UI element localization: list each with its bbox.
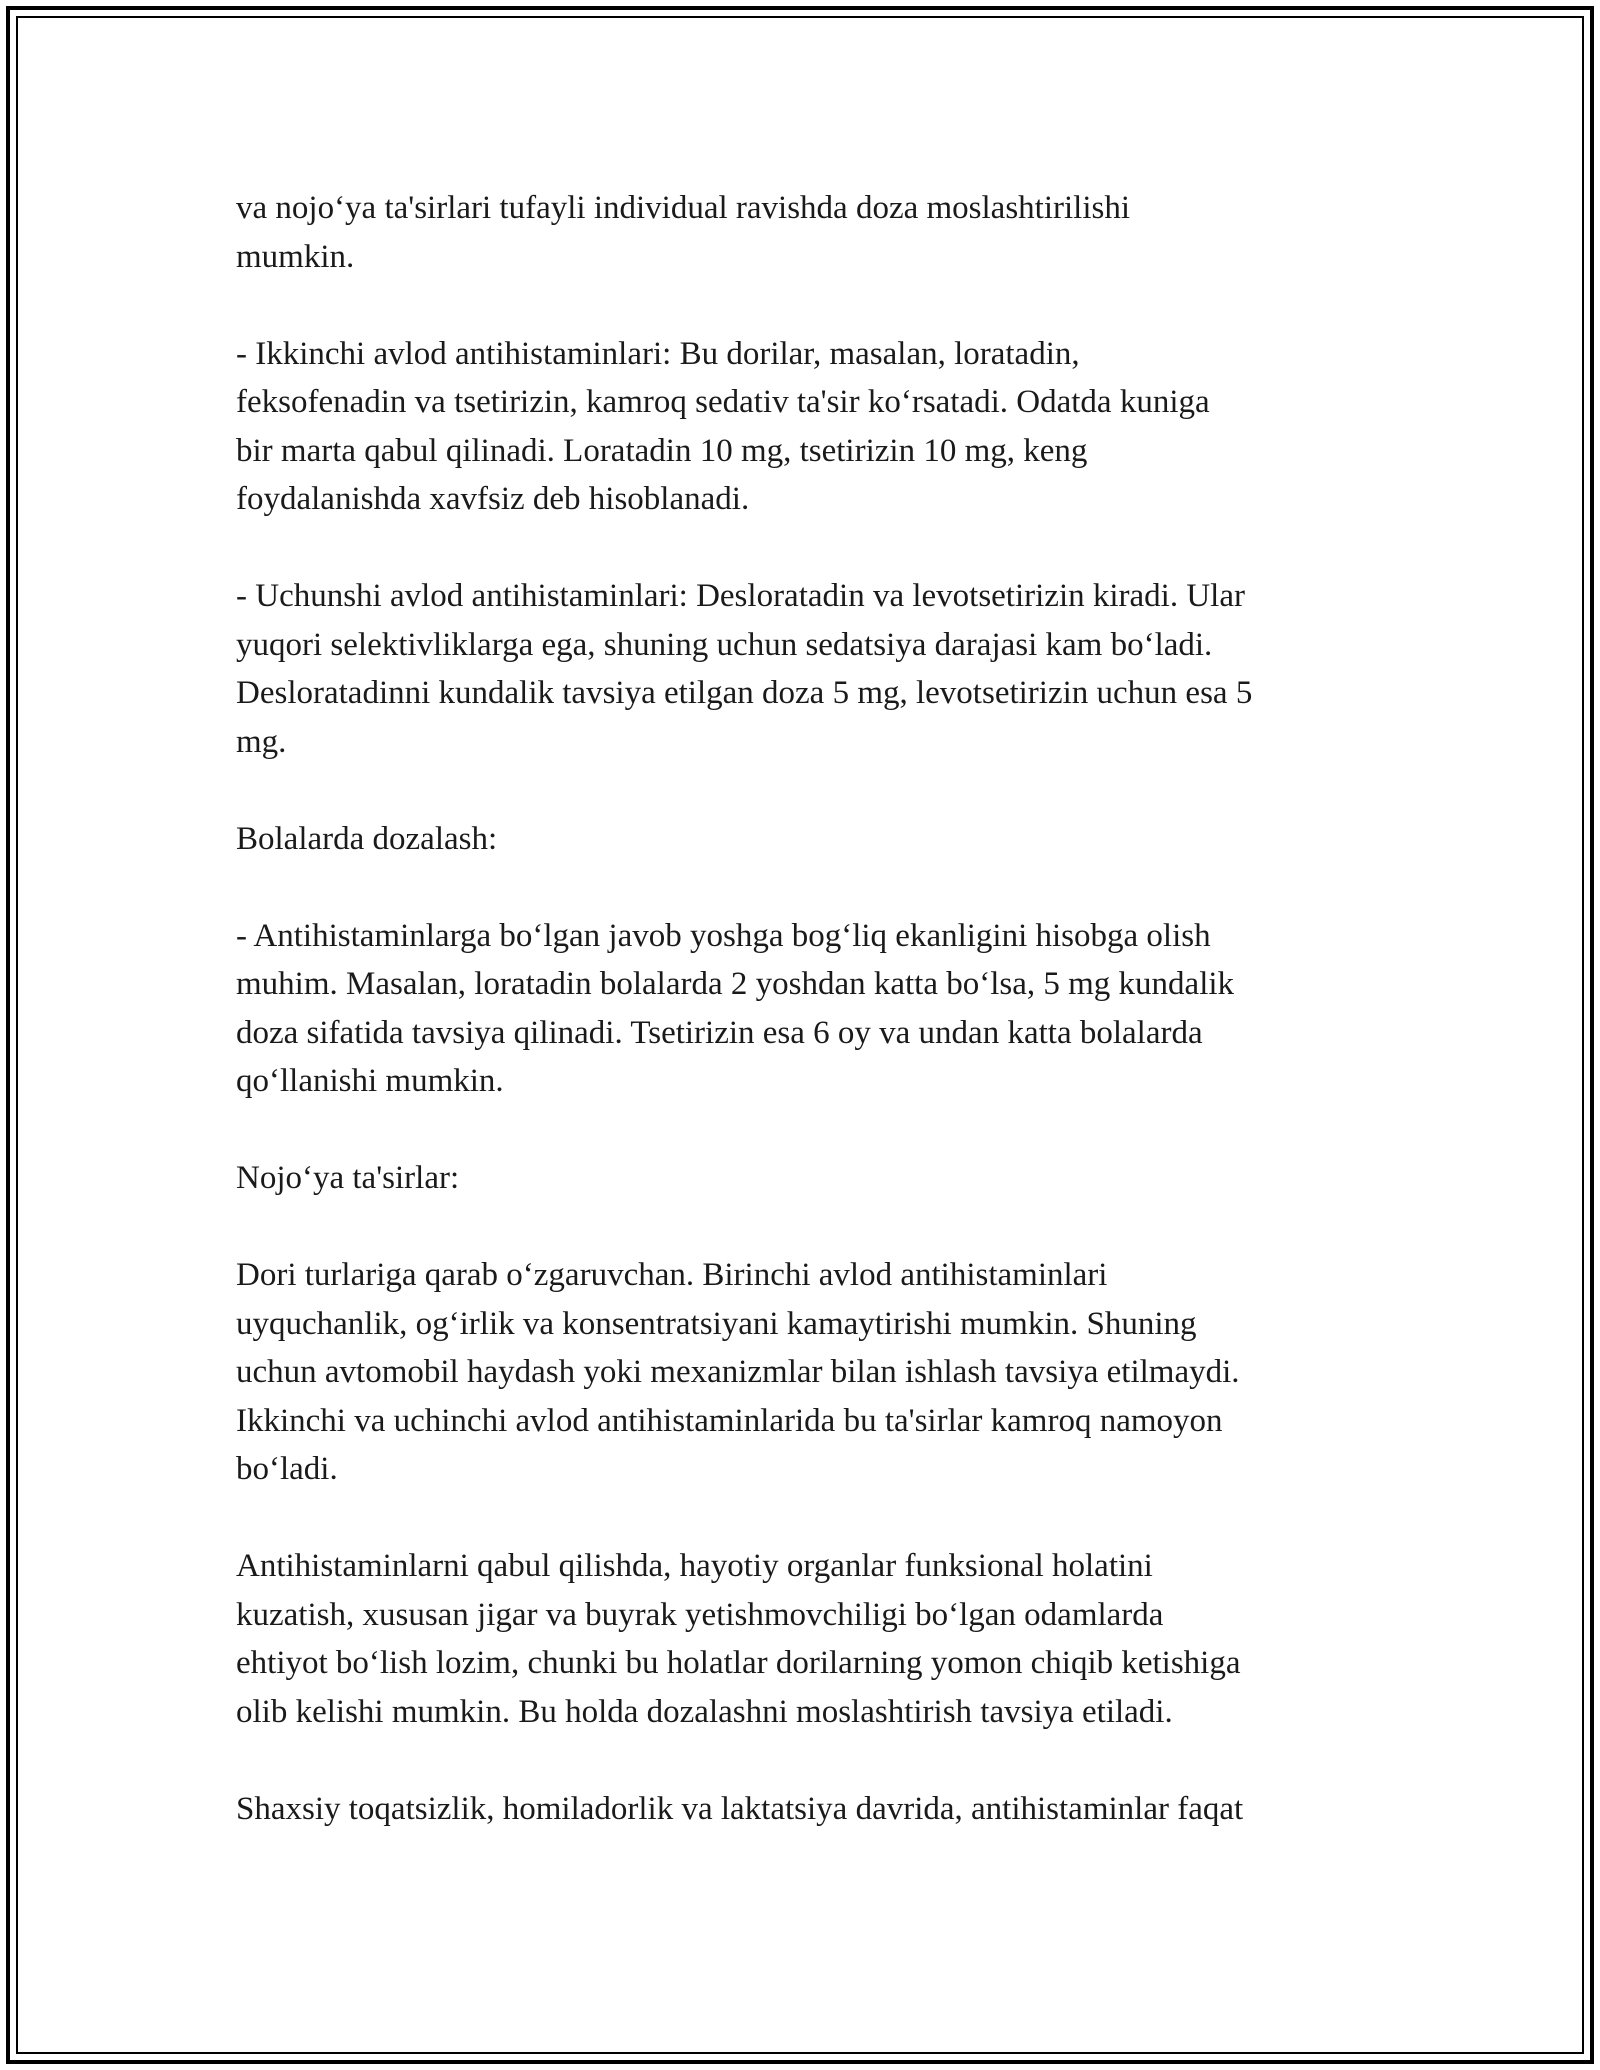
paragraph-pregnancy: Shaxsiy toqatsizlik, homiladorlik va laktatsiya davrida, antihistaminlar faqat	[236, 1790, 1244, 1827]
paragraph-second-generation: - Ikkinchi avlod antihistaminlari: Bu dorilar, masalan, loratadin, feksofenadin va tsetirizin, kamroq sedativ ta'sir ko‘rsatadi. Odatda kuniga bir marta qabul qilinadi. Loratadin 10 mg, tsetirizin 10 mg, keng foydalanishda xavfsiz deb hisoblanadi.	[236, 335, 1210, 517]
paragraph-intro-continued: va nojo‘ya ta'sirlari tufayli individual ravishda doza moslashtirilishi mumkin.	[236, 190, 1130, 275]
document-body	[236, 184, 1376, 1833]
heading-side-effects: Nojo‘ya ta'sirlar:	[236, 1160, 460, 1196]
paragraph-children-dosing: - Antihistaminlarga bo‘lgan javob yoshga bog‘liq ekanligini hisobga olish muhim. Masalan, loratadin bolalarda 2 yoshdan katta bo‘lsa, 5 mg kundalik doza sifatida tavsiya qilinadi. Tsetirizin esa 6 oy va undan katta bolalarda qo‘llanishi mumkin.	[236, 917, 1235, 1099]
paragraph-side-effects: Dori turlariga qarab o‘zgaruvchan. Birinchi avlod antihistaminlari uyquchanlik, og‘irlik va konsentratsiyani kamaytirishi mumkin. Shuning uchun avtomobil haydash yoki mexanizmlar bilan ishlash tavsiya etilmaydi. Ikkinchi va uchinchi avlod antihistaminlarida bu ta'sirlar kamroq namoyon bo‘ladi.	[236, 1257, 1240, 1487]
paragraph-third-generation: - Uchunshi avlod antihistaminlari: Desloratadin va levotsetirizin kiradi. Ular yuqori selektivliklarga ega, shuning uchun sedatsiya darajasi kam bo‘ladi. Desloratadinni kundalik tavsiya etilgan doza 5 mg, levotsetirizin uchun esa 5 mg.	[236, 578, 1253, 760]
heading-children-dosing: Bolalarda dozalash:	[236, 820, 498, 857]
paragraph-organ-function: Antihistaminlarni qabul qilishda, hayotiy organlar funksional holatini kuzatish, xususan jigar va buyrak yetishmovchiligi bo‘lgan odamlarda ehtiyot bo‘lish lozim, chunki bu holatlar dorilarning yomon chiqib ketishiga olib kelishi mumkin. Bu holda dozalashni moslashtirish tavsiya etiladi.	[236, 1548, 1241, 1730]
